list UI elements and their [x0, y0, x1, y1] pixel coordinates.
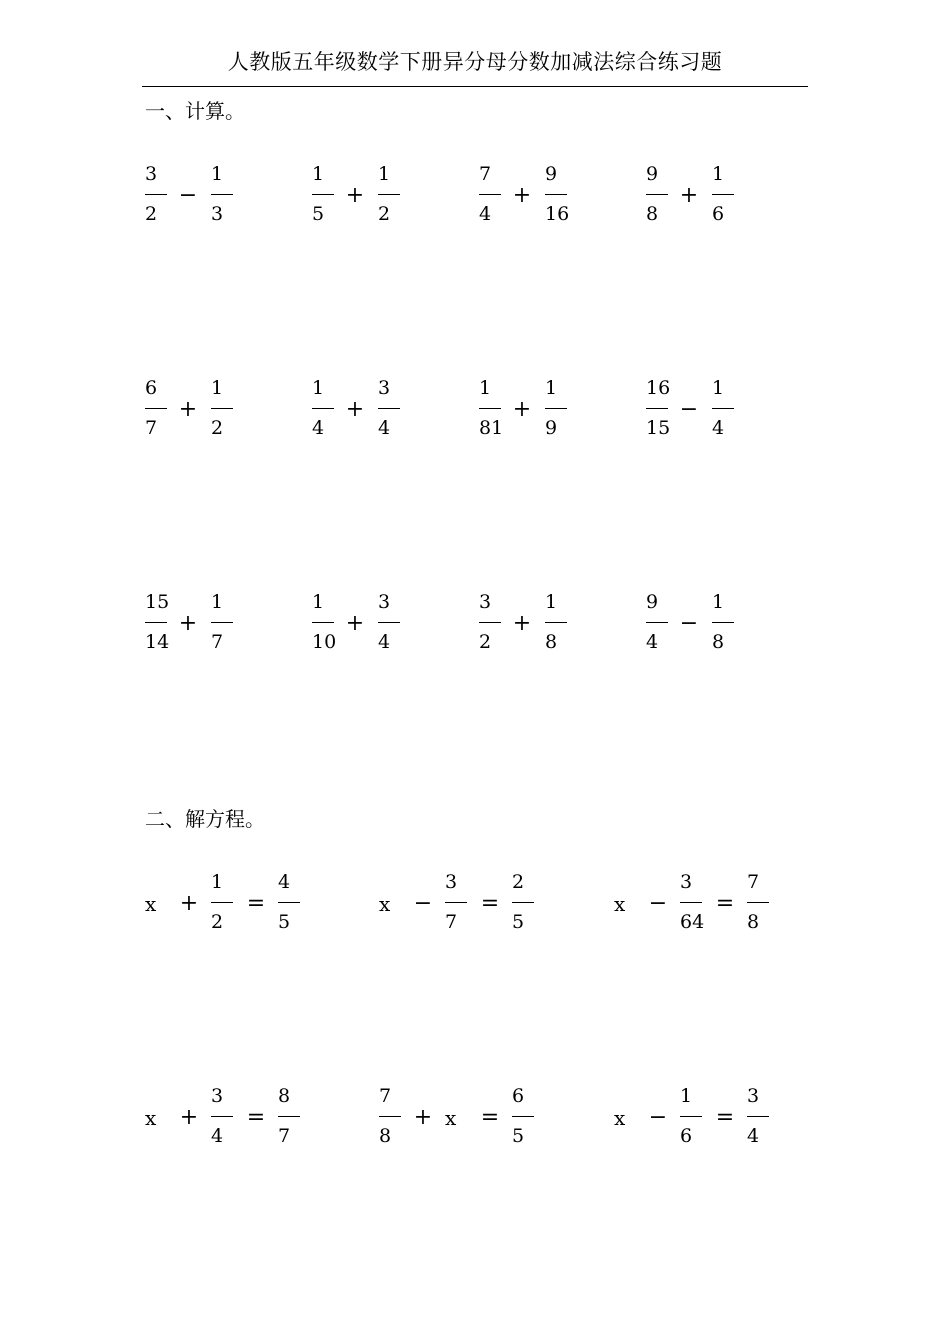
fraction-rhs	[512, 1085, 552, 1145]
fraction-second	[378, 163, 418, 223]
operator: +	[512, 397, 532, 422]
numerator: 1	[211, 871, 224, 893]
denominator: 4	[747, 1125, 760, 1147]
fraction-bar	[378, 622, 400, 623]
operator: −	[648, 1105, 668, 1130]
numerator: 1	[378, 163, 391, 185]
fraction-bar	[712, 194, 734, 195]
numerator: 1	[712, 377, 725, 399]
variable-x: x	[614, 892, 626, 916]
fraction-bar	[278, 902, 300, 903]
denominator: 64	[680, 911, 705, 933]
variable-x: x	[614, 1106, 626, 1130]
denominator: 2	[211, 911, 224, 933]
fraction-bar	[680, 1116, 702, 1117]
fraction-bar	[545, 408, 567, 409]
fraction-rhs	[747, 871, 787, 931]
fraction-bar	[747, 1116, 769, 1117]
denominator: 8	[646, 203, 659, 225]
denominator: 9	[545, 417, 558, 439]
numerator: 3	[479, 591, 492, 613]
variable-x: x	[145, 1106, 157, 1130]
numerator: 16	[646, 377, 671, 399]
numerator: 1	[312, 163, 325, 185]
fraction-bar	[646, 194, 668, 195]
denominator: 4	[312, 417, 325, 439]
fraction-second	[712, 163, 752, 223]
denominator: 5	[278, 911, 291, 933]
fraction-bar	[378, 408, 400, 409]
operator: −	[679, 611, 699, 636]
equals-sign: =	[715, 1105, 735, 1130]
numerator: 1	[211, 377, 224, 399]
numerator: 3	[445, 871, 458, 893]
fraction-bar	[312, 194, 334, 195]
fraction-bar	[445, 902, 467, 903]
equals-sign: =	[715, 891, 735, 916]
operator: +	[679, 183, 699, 208]
fraction-bar	[278, 1116, 300, 1117]
section-heading-calculate: 一、计算。	[145, 99, 245, 123]
fraction-rhs	[278, 871, 318, 931]
denominator: 81	[479, 417, 504, 439]
numerator: 3	[378, 377, 391, 399]
operator: +	[178, 611, 198, 636]
fraction-bar	[145, 194, 167, 195]
fraction-bar	[680, 902, 702, 903]
fraction-bar	[211, 622, 233, 623]
denominator: 7	[211, 631, 224, 653]
fraction-bar	[646, 622, 668, 623]
numerator: 2	[512, 871, 525, 893]
operator: +	[345, 611, 365, 636]
equals-sign: =	[246, 1105, 266, 1130]
title-underline	[142, 86, 808, 87]
denominator: 15	[646, 417, 671, 439]
denominator: 6	[680, 1125, 693, 1147]
numerator: 3	[747, 1085, 760, 1107]
fraction-second	[211, 591, 251, 651]
operator: −	[178, 183, 198, 208]
denominator: 4	[646, 631, 659, 653]
numerator: 9	[545, 163, 558, 185]
numerator: 1	[712, 591, 725, 613]
denominator: 16	[545, 203, 570, 225]
denominator: 10	[312, 631, 337, 653]
fraction-bar	[479, 408, 501, 409]
fraction-rhs	[278, 1085, 318, 1145]
fraction-bar	[379, 1116, 401, 1117]
numerator: 7	[379, 1085, 392, 1107]
fraction-second	[545, 163, 585, 223]
numerator: 6	[512, 1085, 525, 1107]
operator: −	[679, 397, 699, 422]
fraction-bar	[211, 902, 233, 903]
numerator: 4	[278, 871, 291, 893]
fraction-bar	[712, 408, 734, 409]
fraction-bar	[145, 408, 167, 409]
fraction-bar	[211, 194, 233, 195]
fraction-second	[712, 377, 752, 437]
section-heading-equations: 二、解方程。	[145, 807, 265, 831]
operator: +	[413, 1105, 433, 1130]
operator: −	[413, 891, 433, 916]
fraction-rhs	[512, 871, 552, 931]
fraction-bar	[378, 194, 400, 195]
denominator: 5	[512, 911, 525, 933]
fraction-bar	[545, 622, 567, 623]
fraction-second	[712, 591, 752, 651]
denominator: 4	[378, 417, 391, 439]
fraction-bar	[479, 194, 501, 195]
fraction-rhs	[747, 1085, 787, 1145]
numerator: 1	[680, 1085, 693, 1107]
numerator: 7	[747, 871, 760, 893]
operator: +	[345, 397, 365, 422]
fraction-second	[378, 591, 418, 651]
denominator: 2	[378, 203, 391, 225]
operator: +	[345, 183, 365, 208]
fraction-bar	[712, 622, 734, 623]
denominator: 7	[445, 911, 458, 933]
operator: +	[179, 1105, 199, 1130]
numerator: 1	[545, 377, 558, 399]
fraction-bar	[312, 622, 334, 623]
denominator: 7	[278, 1125, 291, 1147]
numerator: 1	[545, 591, 558, 613]
denominator: 4	[378, 631, 391, 653]
denominator: 3	[211, 203, 224, 225]
numerator: 1	[211, 591, 224, 613]
operator: +	[178, 397, 198, 422]
numerator: 3	[145, 163, 158, 185]
numerator: 7	[479, 163, 492, 185]
numerator: 15	[145, 591, 170, 613]
equals-sign: =	[480, 1105, 500, 1130]
fraction-bar	[747, 902, 769, 903]
operator: +	[512, 611, 532, 636]
fraction-bar	[145, 622, 167, 623]
denominator: 4	[211, 1125, 224, 1147]
numerator: 1	[479, 377, 492, 399]
numerator: 8	[278, 1085, 291, 1107]
denominator: 4	[479, 203, 492, 225]
denominator: 8	[747, 911, 760, 933]
variable-x: x	[379, 892, 391, 916]
operator: +	[179, 891, 199, 916]
fraction-second	[545, 591, 585, 651]
denominator: 8	[545, 631, 558, 653]
fraction-bar	[512, 902, 534, 903]
denominator: 2	[145, 203, 158, 225]
fraction-bar	[545, 194, 567, 195]
numerator: 9	[646, 163, 659, 185]
denominator: 6	[712, 203, 725, 225]
numerator: 1	[312, 591, 325, 613]
fraction-bar	[211, 408, 233, 409]
numerator: 1	[712, 163, 725, 185]
fraction-bar	[211, 1116, 233, 1117]
denominator: 2	[479, 631, 492, 653]
numerator: 3	[378, 591, 391, 613]
fraction-bar	[479, 622, 501, 623]
fraction-bar	[312, 408, 334, 409]
numerator: 1	[211, 163, 224, 185]
fraction-second	[211, 377, 251, 437]
denominator: 8	[712, 631, 725, 653]
numerator: 9	[646, 591, 659, 613]
numerator: 3	[211, 1085, 224, 1107]
equals-sign: =	[246, 891, 266, 916]
fraction-second	[211, 163, 251, 223]
numerator: 1	[312, 377, 325, 399]
page-title: 人教版五年级数学下册异分母分数加减法综合练习题	[227, 50, 723, 74]
fraction-second	[545, 377, 585, 437]
denominator: 14	[145, 631, 170, 653]
equals-sign: =	[480, 891, 500, 916]
fraction-second	[378, 377, 418, 437]
denominator: 8	[379, 1125, 392, 1147]
denominator: 5	[512, 1125, 525, 1147]
operator: +	[512, 183, 532, 208]
numerator: 3	[680, 871, 693, 893]
denominator: 5	[312, 203, 325, 225]
operator: −	[648, 891, 668, 916]
variable-x: x	[145, 892, 157, 916]
numerator: 6	[145, 377, 158, 399]
fraction-bar	[646, 408, 668, 409]
variable-x: x	[445, 1106, 457, 1130]
denominator: 7	[145, 417, 158, 439]
denominator: 4	[712, 417, 725, 439]
fraction-bar	[512, 1116, 534, 1117]
denominator: 2	[211, 417, 224, 439]
